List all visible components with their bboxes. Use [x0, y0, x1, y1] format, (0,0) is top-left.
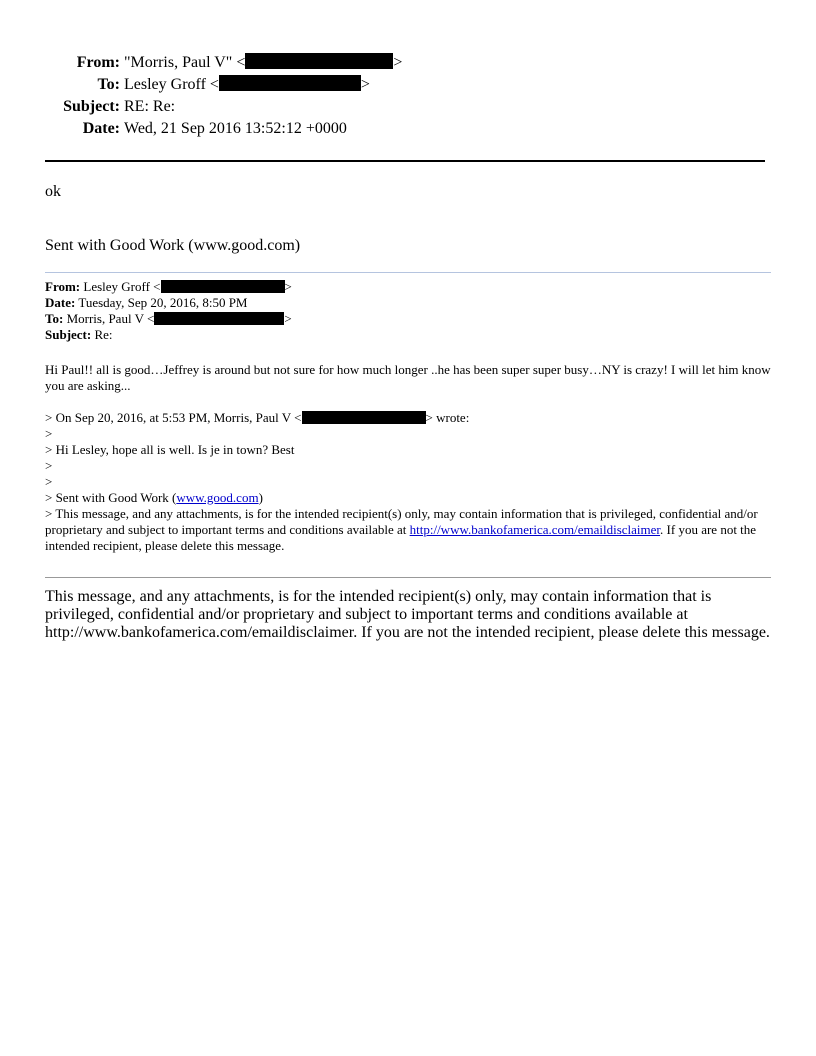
quote-intro-end: > wrote: [425, 410, 470, 425]
quote-sent-text: > Sent with Good Work ( [45, 490, 177, 505]
quote-intro: > On Sep 20, 2016, at 5:53 PM, Morris, Paul V < [45, 410, 302, 425]
from-label: From: [76, 54, 120, 71]
forwarded-date-value: Tuesday, Sep 20, 2016, 8:50 PM [78, 295, 248, 310]
disclaimer-text: This message, and any attachments, is for the intended recipient(s) only, may contain information that is privileged, confidential and/or proprietary and subject to important terms and conditions available at http://www.bankofamerica.com/emaildisclaimer. If you are not the intended recipient, please delete this message. [45, 588, 770, 641]
forwarded-subject-row [45, 327, 292, 343]
reply-divider [45, 272, 771, 273]
forwarded-header [45, 279, 292, 343]
forwarded-from-name: Lesley Groff < [83, 279, 161, 294]
forwarded-subject-value: Re: [94, 327, 113, 342]
quote-line: > [45, 458, 53, 473]
reply-signature: Sent with Good Work (www.good.com) [45, 237, 301, 254]
reply-text: ok [45, 183, 61, 200]
redaction-box [219, 75, 361, 91]
forwarded-date-row [45, 295, 292, 311]
quote-disclaimer-text: > This message, and any attachments, is for the intended recipient(s) only, may contain information that is privileged, confidential and/or proprietary and subject to important terms and conditions available at [45, 506, 758, 537]
header-divider [45, 160, 765, 162]
forwarded-to-name: Morris, Paul V < [66, 311, 155, 326]
forwarded-from-label: From: [45, 279, 81, 294]
from-close: > [393, 54, 403, 71]
good-com-link[interactable]: www.good.com [176, 490, 259, 505]
disclaimer-divider [45, 577, 771, 578]
from-value [124, 52, 402, 74]
from-name: "Morris, Paul V" < [124, 54, 246, 71]
redaction-box [245, 53, 393, 69]
disclaimer-link[interactable]: http://www.bankofamerica.com/emaildisclaimer [409, 522, 661, 537]
quote-sent-end: ) [258, 490, 263, 505]
header-date-row [0, 118, 816, 140]
forwarded-to-row [45, 311, 292, 327]
header-from-row [0, 52, 816, 74]
quote-line [45, 490, 771, 506]
redaction-box [302, 411, 426, 424]
forwarded-date-label: Date: [45, 295, 76, 310]
quoted-message [45, 410, 771, 554]
quote-line: > [45, 426, 53, 441]
forwarded-from-row [45, 279, 292, 295]
subject-label: Subject: [63, 98, 120, 115]
forwarded-from-close: > [284, 279, 292, 294]
to-name: Lesley Groff < [124, 76, 219, 93]
quote-line [45, 410, 771, 426]
quote-line: > Hi Lesley, hope all is well. Is je in town? Best [45, 442, 295, 457]
forwarded-subject-label: Subject: [45, 327, 92, 342]
date-label: Date: [82, 120, 120, 137]
header-subject-row [0, 96, 816, 118]
forwarded-body: Hi Paul!! all is good…Jeffrey is around but not sure for how much longer ..he has been super super busy…NY is crazy! I will let him know you are asking... [45, 362, 771, 393]
to-close: > [360, 76, 370, 93]
quote-disclaimer-end: . If you are not the intended recipient, please delete this message. [45, 522, 757, 553]
to-value [124, 74, 370, 96]
quote-line: > [45, 474, 53, 489]
email-header [0, 52, 816, 140]
quote-line [45, 506, 771, 554]
forwarded-to-label: To: [45, 311, 64, 326]
header-to-row [0, 74, 816, 96]
redaction-box [161, 280, 285, 293]
subject-value: RE: Re: [124, 98, 176, 115]
redaction-box [154, 312, 284, 325]
to-label: To: [97, 76, 120, 93]
forwarded-to-close: > [284, 311, 292, 326]
date-value: Wed, 21 Sep 2016 13:52:12 +0000 [124, 120, 347, 137]
